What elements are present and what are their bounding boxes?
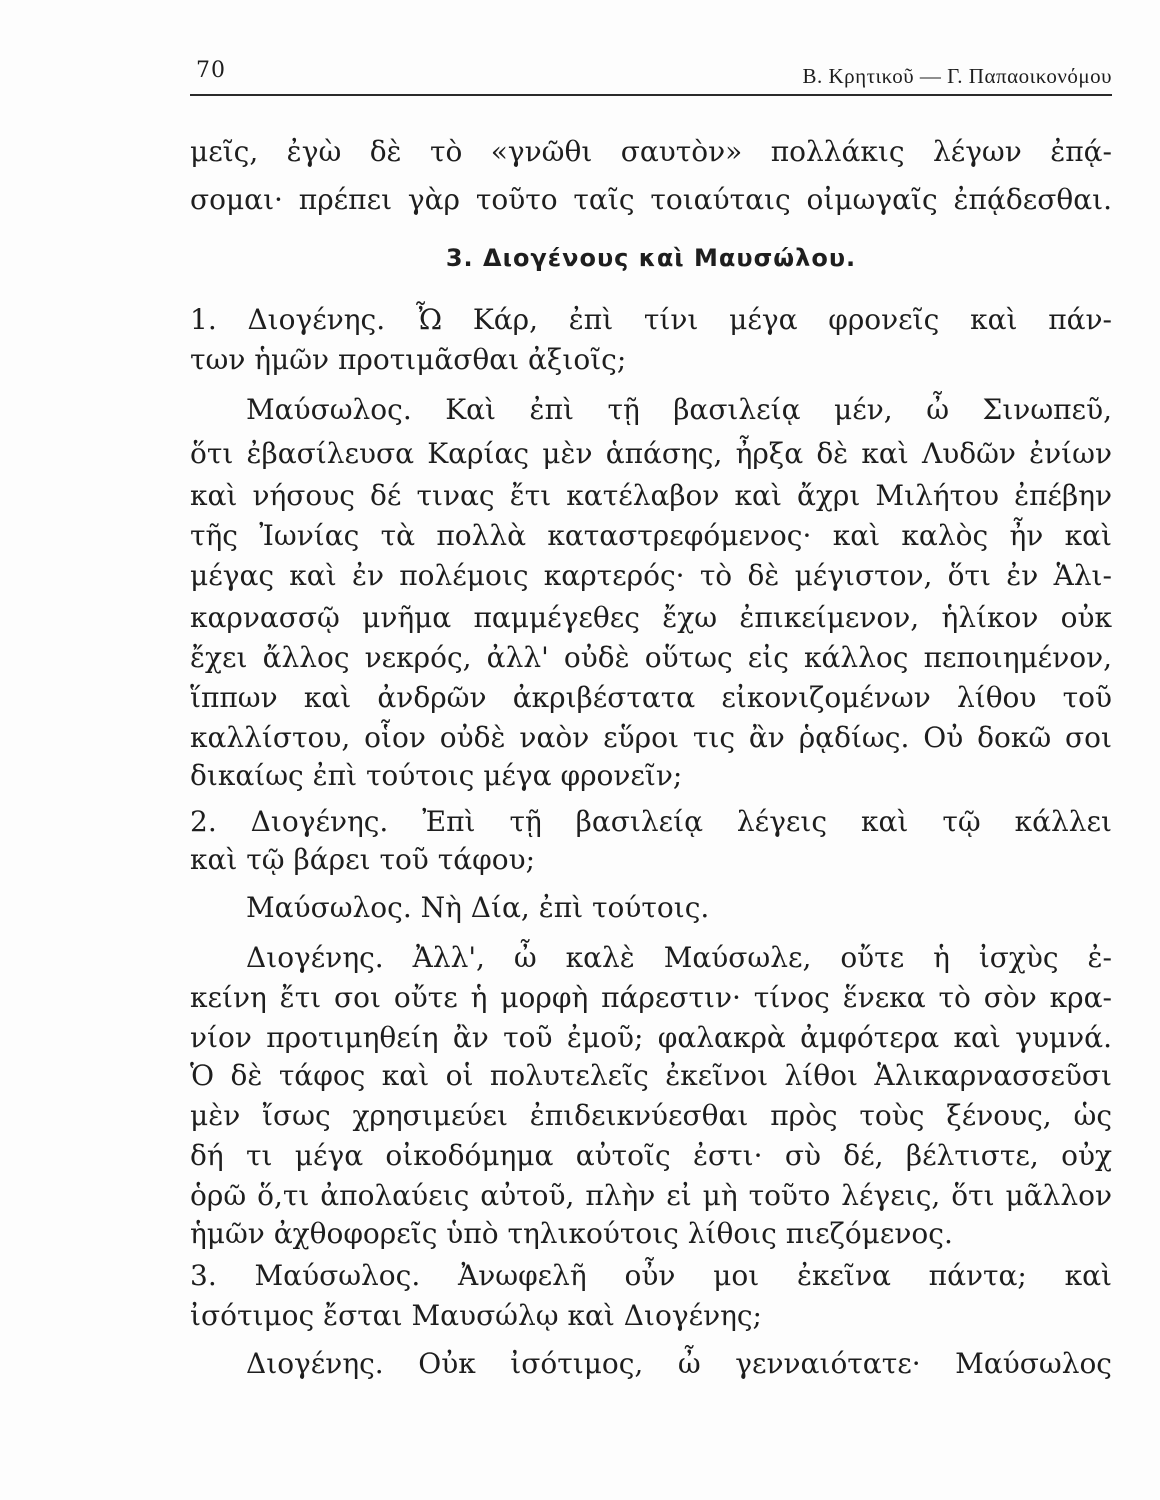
text-line: Μαύσωλος. Καὶ ἐπὶ τῇ βασιλείᾳ μέν, ὦ Σινωπεῦ, <box>246 393 1112 426</box>
text-line: μέγας καὶ ἐν πολέμοις καρτερός· τὸ δὲ μέγιστον, ὅτι ἐν Ἁλι- <box>190 559 1112 592</box>
text-line: των ἡμῶν προτιμᾶσθαι ἀξιοῖς; <box>190 343 627 376</box>
text-line: τῆς Ἰωνίας τὰ πολλὰ καταστρεφόμενος· καὶ καλὸς ἦν καὶ <box>190 519 1112 552</box>
text-line: 3. Μαύσωλος. Ἀνωφελῆ οὖν μοι ἐκεῖνα πάντα; καὶ <box>190 1259 1112 1292</box>
page-number: 70 <box>196 58 226 83</box>
text-line: Μαύσωλος. Νὴ Δία, ἐπὶ τούτοις. <box>246 891 710 924</box>
text-line: 1. Διογένης. Ὦ Κάρ, ἐπὶ τίνι μέγα φρονεῖς καὶ πάν- <box>190 303 1112 336</box>
text-line: κείνη ἔτι σοι οὔτε ἡ μορφὴ πάρεστιν· τίνος ἕνεκα τὸ σὸν κρα- <box>190 981 1112 1014</box>
text-line: δικαίως ἐπὶ τούτοις μέγα φρονεῖν; <box>190 759 683 792</box>
section-title: 3. Διογένους καὶ Μαυσώλου. <box>445 244 857 272</box>
text-line: ἔχει ἄλλος νεκρός, ἀλλ' οὐδὲ οὕτως εἰς κάλλος πεποιημένον, <box>190 641 1112 674</box>
text-line: ἰσότιμος ἔσται Μαυσώλῳ καὶ Διογένης; <box>190 1299 762 1332</box>
page-header <box>190 58 1112 96</box>
text-line: ὁρῶ ὅ,τι ἀπολαύεις αὐτοῦ, πλὴν εἰ μὴ τοῦτο λέγεις, ὅτι μᾶλλον <box>190 1179 1112 1212</box>
text-line: νίον προτιμηθείη ἂν τοῦ ἐμοῦ; φαλακρὰ ἀμφότερα καὶ γυμνά. <box>190 1021 1112 1054</box>
text-line: Διογένης. Οὐκ ἰσότιμος, ὦ γενναιότατε· Μαύσωλος <box>246 1347 1112 1380</box>
text-line: καὶ τῷ βάρει τοῦ τάφου; <box>190 843 536 876</box>
text-line: ἵππων καὶ ἀνδρῶν ἀκριβέστατα εἰκονιζομένων λίθου τοῦ <box>190 681 1112 714</box>
text-line: σομαι· πρέπει γὰρ τοῦτο ταῖς τοιαύταις οἰμωγαῖς ἐπᾴδεσθαι. <box>190 183 1112 216</box>
text-line: καρνασσῷ μνῆμα παμμέγεθες ἔχω ἐπικείμενον, ἡλίκον οὐκ <box>190 601 1112 634</box>
text-line: Διογένης. Ἀλλ', ὦ καλὲ Μαύσωλε, οὔτε ἡ ἰσχὺς ἐ- <box>246 941 1112 974</box>
text-line: δή τι μέγα οἰκοδόμημα αὐτοῖς ἐστι· σὺ δέ, βέλτιστε, οὐχ <box>190 1139 1112 1172</box>
text-line: 2. Διογένης. Ἐπὶ τῇ βασιλείᾳ λέγεις καὶ τῷ κάλλει <box>190 805 1112 838</box>
text-line: καὶ νήσους δέ τινας ἔτι κατέλαβον καὶ ἄχρι Μιλήτου ἐπέβην <box>190 479 1112 512</box>
text-line: καλλίστου, οἷον οὐδὲ ναὸν εὕροι τις ἂν ῥᾳδίως. Οὐ δοκῶ σοι <box>190 721 1112 754</box>
text-line: μὲν ἴσως χρησιμεύει ἐπιδεικνύεσθαι πρὸς τοὺς ξένους, ὡς <box>190 1099 1112 1132</box>
text-line: ἡμῶν ἀχθοφορεῖς ὑπὸ τηλικούτοις λίθοις πιεζόμενος. <box>190 1217 953 1250</box>
text-line: ὅτι ἐβασίλευσα Καρίας μὲν ἁπάσης, ἦρξα δὲ καὶ Λυδῶν ἐνίων <box>190 437 1112 470</box>
text-line: μεῖς, ἐγὼ δὲ τὸ «γνῶθι σαυτὸν» πολλάκις λέγων ἐπᾴ- <box>190 135 1112 168</box>
text-line: Ὁ δὲ τάφος καὶ οἱ πολυτελεῖς ἐκεῖνοι λίθοι Ἁλικαρνασσεῦσι <box>190 1059 1112 1092</box>
running-head: Β. Κρητικοῦ — Γ. Παπαοικονόμου <box>802 64 1112 88</box>
